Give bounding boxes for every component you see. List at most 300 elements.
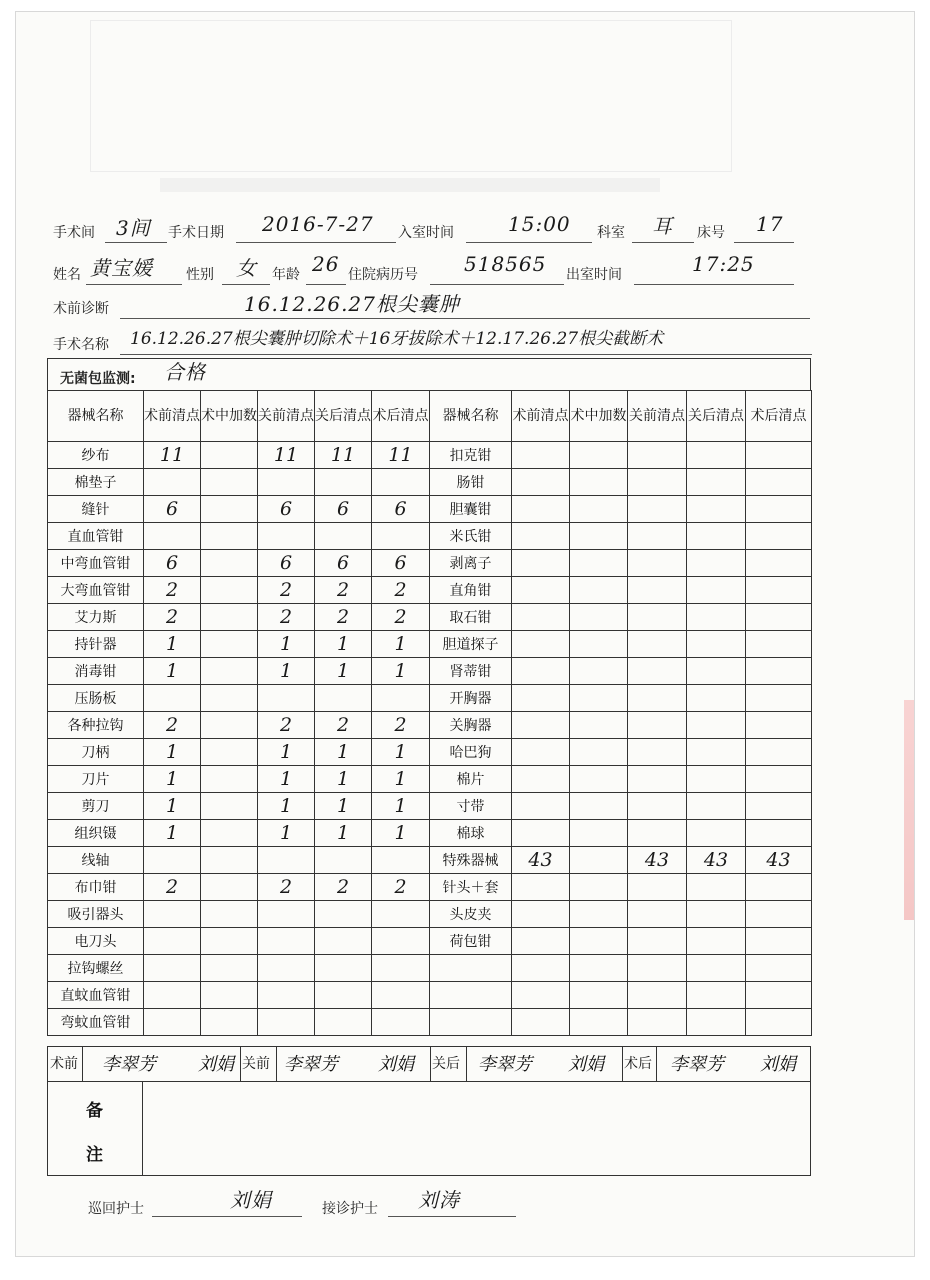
header-cell: 术后清点 [746,391,812,442]
count-cell[interactable] [746,793,812,820]
room-value[interactable]: 3间 [116,216,151,240]
count-cell[interactable] [570,847,628,874]
count-cell[interactable] [201,982,258,1009]
count-cell[interactable] [628,766,687,793]
table-row [48,1009,812,1036]
count-cell[interactable]: 1 [315,631,372,658]
count-cell[interactable]: 1 [372,739,430,766]
sig-close-pre-2[interactable]: 刘娟 [378,1054,414,1075]
count-cell[interactable] [570,928,628,955]
count-cell[interactable] [746,550,812,577]
count-cell[interactable] [570,712,628,739]
count-cell[interactable] [512,955,570,982]
count-cell[interactable] [258,928,315,955]
count-cell[interactable] [628,712,687,739]
count-cell[interactable] [512,577,570,604]
count-cell[interactable] [746,658,812,685]
count-cell[interactable] [570,955,628,982]
count-cell[interactable] [570,604,628,631]
count-cell[interactable] [201,496,258,523]
count-cell[interactable] [512,820,570,847]
count-cell[interactable] [746,577,812,604]
count-cell[interactable] [315,955,372,982]
count-cell[interactable] [258,523,315,550]
count-cell[interactable] [372,928,430,955]
sig-divider [430,1047,431,1081]
count-cell[interactable] [687,928,746,955]
count-cell[interactable] [687,523,746,550]
count-cell[interactable] [570,631,628,658]
count-cell[interactable] [570,1009,628,1036]
count-cell[interactable] [315,685,372,712]
table-row [48,469,812,496]
dept-value[interactable]: 耳 [652,214,673,238]
sig-close-post-2[interactable]: 刘娟 [568,1054,604,1075]
count-cell[interactable] [315,928,372,955]
count-cell[interactable] [746,442,812,469]
count-cell[interactable] [512,685,570,712]
instrument-name-left: 中弯血管钳 [48,550,144,577]
count-cell[interactable] [746,766,812,793]
count-cell[interactable] [628,523,687,550]
count-cell[interactable] [512,874,570,901]
count-cell[interactable] [628,793,687,820]
count-cell[interactable] [570,874,628,901]
count-cell[interactable]: 1 [372,820,430,847]
count-cell[interactable]: 1 [315,820,372,847]
instrument-name-right: 直角钳 [430,577,512,604]
count-cell[interactable] [372,685,430,712]
count-cell[interactable] [201,766,258,793]
sex-label: 性别 [186,267,214,283]
count-cell[interactable] [687,955,746,982]
count-cell[interactable] [258,685,315,712]
count-cell[interactable]: 1 [144,820,201,847]
count-cell[interactable]: 6 [315,550,372,577]
count-cell[interactable]: 2 [372,874,430,901]
sig-post-1[interactable]: 李翠芳 [670,1054,724,1075]
count-cell[interactable]: 1 [144,793,201,820]
count-cell[interactable] [258,982,315,1009]
sig-divider [82,1047,83,1081]
count-cell[interactable] [512,523,570,550]
count-cell[interactable]: 1 [372,793,430,820]
count-cell[interactable] [144,982,201,1009]
count-cell[interactable] [315,523,372,550]
count-cell[interactable] [201,523,258,550]
count-cell[interactable]: 1 [258,658,315,685]
count-cell[interactable] [372,982,430,1009]
instrument-name-right: 肾蒂钳 [430,658,512,685]
count-cell[interactable] [512,631,570,658]
count-cell[interactable] [512,739,570,766]
age-value[interactable]: 26 [312,252,340,276]
count-cell[interactable] [144,901,201,928]
count-cell[interactable] [372,523,430,550]
count-cell[interactable]: 2 [258,577,315,604]
count-cell[interactable]: 2 [258,712,315,739]
count-cell[interactable] [372,901,430,928]
table-row [48,631,812,658]
notes-label-char-2: 注 [86,1145,103,1165]
count-cell[interactable] [570,739,628,766]
count-cell[interactable]: 2 [144,604,201,631]
count-cell[interactable]: 1 [372,658,430,685]
count-cell[interactable]: 6 [144,550,201,577]
count-cell[interactable] [687,874,746,901]
count-cell[interactable] [570,442,628,469]
bed-underline [734,242,794,243]
receiving-nurse-signature[interactable]: 刘涛 [418,1188,460,1212]
count-cell[interactable] [144,1009,201,1036]
header-cell: 器械名称 [48,391,144,442]
count-cell[interactable]: 43 [687,847,746,874]
count-cell[interactable]: 11 [258,442,315,469]
count-cell[interactable]: 6 [315,496,372,523]
instrument-name-left: 棉垫子 [48,469,144,496]
count-cell[interactable] [315,901,372,928]
count-cell[interactable] [687,631,746,658]
entry-time-value[interactable]: 15:00 [508,212,571,236]
count-cell[interactable]: 2 [315,604,372,631]
count-cell[interactable] [746,496,812,523]
date-value[interactable]: 2016-7-27 [262,212,374,236]
count-cell[interactable] [512,658,570,685]
count-cell[interactable]: 2 [315,712,372,739]
count-cell[interactable] [746,1009,812,1036]
count-cell[interactable]: 2 [258,874,315,901]
count-cell[interactable] [687,442,746,469]
instrument-name-right: 头皮夹 [430,901,512,928]
count-cell[interactable]: 1 [315,658,372,685]
diagnosis-value[interactable]: 16.12.26.27根尖囊肿 [244,292,460,316]
count-cell[interactable] [746,712,812,739]
count-cell[interactable]: 1 [144,739,201,766]
count-cell[interactable] [315,1009,372,1036]
count-cell[interactable] [570,523,628,550]
count-cell[interactable] [687,604,746,631]
sig-close-pre-label: 关前 [242,1056,270,1072]
count-cell[interactable] [570,685,628,712]
name-underline [86,284,182,285]
count-cell[interactable]: 43 [746,847,812,874]
count-cell[interactable]: 1 [372,766,430,793]
count-cell[interactable]: 11 [315,442,372,469]
count-cell[interactable] [512,766,570,793]
count-cell[interactable] [570,469,628,496]
count-cell[interactable] [570,982,628,1009]
count-cell[interactable]: 2 [372,577,430,604]
count-cell[interactable] [512,901,570,928]
count-cell[interactable] [512,469,570,496]
count-cell[interactable] [746,523,812,550]
sex-value[interactable]: 女 [236,256,257,280]
count-cell[interactable] [372,1009,430,1036]
count-cell[interactable]: 2 [144,712,201,739]
table-row [48,847,812,874]
instrument-name-right: 剥离子 [430,550,512,577]
count-cell[interactable] [746,604,812,631]
count-cell[interactable] [687,658,746,685]
count-cell[interactable]: 1 [258,631,315,658]
count-cell[interactable]: 2 [372,604,430,631]
count-cell[interactable]: 1 [144,766,201,793]
count-cell[interactable] [201,631,258,658]
count-cell[interactable] [512,1009,570,1036]
count-cell[interactable] [201,901,258,928]
count-cell[interactable] [746,982,812,1009]
table-row [48,604,812,631]
count-cell[interactable] [628,631,687,658]
count-cell[interactable]: 1 [315,739,372,766]
count-cell[interactable]: 1 [315,766,372,793]
count-cell[interactable] [687,793,746,820]
count-cell[interactable] [201,928,258,955]
count-cell[interactable] [315,847,372,874]
count-cell[interactable] [628,550,687,577]
count-cell[interactable]: 2 [315,874,372,901]
count-cell[interactable] [687,982,746,1009]
count-cell[interactable] [201,658,258,685]
count-cell[interactable] [144,847,201,874]
surgery-label: 手术名称 [53,337,109,353]
count-cell[interactable] [687,901,746,928]
diagnosis-underline [120,318,810,319]
instrument-name-left: 剪刀 [48,793,144,820]
count-cell[interactable] [628,685,687,712]
count-cell[interactable]: 1 [258,739,315,766]
count-cell[interactable] [746,631,812,658]
count-cell[interactable] [512,982,570,1009]
count-cell[interactable] [628,901,687,928]
date-underline [236,242,396,243]
count-cell[interactable] [512,496,570,523]
count-cell[interactable] [746,955,812,982]
count-cell[interactable] [144,955,201,982]
count-cell[interactable]: 1 [258,820,315,847]
count-cell[interactable] [687,820,746,847]
count-cell[interactable] [315,982,372,1009]
count-cell[interactable] [570,820,628,847]
count-cell[interactable] [201,685,258,712]
count-cell[interactable] [628,982,687,1009]
count-cell[interactable] [746,901,812,928]
name-label: 姓名 [53,267,81,283]
count-cell[interactable] [628,658,687,685]
count-cell[interactable] [746,739,812,766]
sig-close-pre-1[interactable]: 李翠芳 [284,1054,338,1075]
count-cell[interactable] [201,820,258,847]
count-cell[interactable] [201,793,258,820]
count-cell[interactable] [512,793,570,820]
instrument-name-left: 缝针 [48,496,144,523]
count-cell[interactable]: 2 [258,604,315,631]
count-cell[interactable] [201,550,258,577]
age-underline [306,284,346,285]
count-cell[interactable]: 2 [372,712,430,739]
record-value[interactable]: 518565 [464,252,547,276]
sig-pre-1[interactable]: 李翠芳 [102,1054,156,1075]
count-cell[interactable] [687,577,746,604]
count-cell[interactable] [687,712,746,739]
count-signature-row [47,1046,811,1082]
count-cell[interactable] [628,604,687,631]
count-cell[interactable] [687,685,746,712]
count-cell[interactable] [746,685,812,712]
count-cell[interactable] [746,820,812,847]
count-cell[interactable] [687,496,746,523]
table-row [48,928,812,955]
count-cell[interactable]: 1 [258,766,315,793]
table-row [48,820,812,847]
count-cell[interactable]: 1 [258,793,315,820]
red-stamp-edge [904,700,914,920]
count-cell[interactable]: 6 [144,496,201,523]
count-cell[interactable] [628,928,687,955]
sig-post-label: 术后 [624,1056,652,1072]
count-cell[interactable] [746,874,812,901]
count-cell[interactable] [201,847,258,874]
count-cell[interactable] [687,469,746,496]
count-cell[interactable]: 11 [372,442,430,469]
count-cell[interactable] [144,469,201,496]
count-cell[interactable] [687,739,746,766]
instrument-name-right: 特殊器械 [430,847,512,874]
circulating-nurse-signature[interactable]: 刘娟 [230,1188,272,1212]
count-cell[interactable]: 1 [372,631,430,658]
count-cell[interactable] [258,955,315,982]
count-cell[interactable] [144,685,201,712]
count-cell[interactable]: 2 [144,874,201,901]
table-row [48,577,812,604]
receiving-nurse-underline [388,1216,516,1217]
sig-close-post-1[interactable]: 李翠芳 [478,1054,532,1075]
count-cell[interactable] [372,955,430,982]
count-cell[interactable] [201,1009,258,1036]
header-cell: 术中加数 [201,391,258,442]
header-cell: 关前清点 [628,391,687,442]
table-row [48,739,812,766]
count-cell[interactable]: 1 [144,631,201,658]
count-cell[interactable] [628,955,687,982]
count-cell[interactable] [570,901,628,928]
count-cell[interactable] [315,469,372,496]
count-cell[interactable] [570,496,628,523]
count-cell[interactable] [570,793,628,820]
instrument-name-left: 弯蚊血管钳 [48,1009,144,1036]
count-cell[interactable] [201,577,258,604]
count-cell[interactable] [628,496,687,523]
instrument-name-left: 直血管钳 [48,523,144,550]
count-cell[interactable] [258,847,315,874]
count-cell[interactable]: 6 [372,496,430,523]
count-cell[interactable] [512,604,570,631]
count-cell[interactable]: 43 [512,847,570,874]
count-cell[interactable] [258,901,315,928]
count-cell[interactable] [201,874,258,901]
sterile-value[interactable]: 合格 [164,360,206,384]
count-cell[interactable]: 11 [144,442,201,469]
sig-post-2[interactable]: 刘娟 [760,1054,796,1075]
instrument-name-left: 拉钩螺丝 [48,955,144,982]
count-cell[interactable] [144,928,201,955]
sig-divider [240,1047,241,1081]
bed-value[interactable]: 17 [756,212,784,236]
count-cell[interactable] [570,658,628,685]
sterile-monitor-row [47,358,811,390]
age-label: 年龄 [272,267,300,283]
count-cell[interactable] [372,847,430,874]
instrument-name-left: 持针器 [48,631,144,658]
count-cell[interactable]: 2 [144,577,201,604]
count-cell[interactable] [687,766,746,793]
count-cell[interactable] [746,469,812,496]
count-cell[interactable] [201,604,258,631]
instrument-name-left: 电刀头 [48,928,144,955]
count-cell[interactable] [570,577,628,604]
instrument-name-right: 寸带 [430,793,512,820]
circulating-nurse-label: 巡回护士 [88,1201,144,1217]
count-cell[interactable] [512,928,570,955]
count-cell[interactable]: 6 [258,496,315,523]
name-value[interactable]: 黄宝媛 [90,256,153,280]
count-cell[interactable]: 6 [258,550,315,577]
count-cell[interactable]: 2 [315,577,372,604]
count-cell[interactable] [201,955,258,982]
instrument-name-right: 哈巴狗 [430,739,512,766]
count-cell[interactable] [512,712,570,739]
count-cell[interactable]: 6 [372,550,430,577]
count-cell[interactable] [570,550,628,577]
count-cell[interactable] [512,442,570,469]
count-cell[interactable] [687,1009,746,1036]
sig-divider [466,1047,467,1081]
count-cell[interactable] [628,820,687,847]
record-label: 住院病历号 [348,267,418,283]
exit-time-label: 出室时间 [566,267,622,283]
count-cell[interactable] [628,1009,687,1036]
exit-time-value[interactable]: 17:25 [692,252,755,276]
instrument-name-right: 胆囊钳 [430,496,512,523]
count-cell[interactable] [628,874,687,901]
entry-time-underline [466,242,592,243]
count-cell[interactable] [258,469,315,496]
count-cell[interactable]: 43 [628,847,687,874]
surgery-value[interactable]: 16.12.26.27根尖囊肿切除术＋16牙拔除术＋12.17.26.27根尖截断术 [130,329,664,349]
count-cell[interactable]: 1 [315,793,372,820]
count-cell[interactable] [628,577,687,604]
count-cell[interactable] [144,523,201,550]
count-cell[interactable] [201,712,258,739]
instrument-name-right: 开胸器 [430,685,512,712]
count-cell[interactable] [372,469,430,496]
count-cell[interactable] [628,442,687,469]
count-cell[interactable] [570,766,628,793]
count-cell[interactable] [258,1009,315,1036]
count-cell[interactable] [201,739,258,766]
count-cell[interactable] [201,442,258,469]
count-cell[interactable] [512,550,570,577]
count-cell[interactable] [628,739,687,766]
count-cell[interactable] [201,469,258,496]
count-cell[interactable]: 1 [144,658,201,685]
sig-pre-2[interactable]: 刘娟 [198,1054,234,1075]
table-row [48,550,812,577]
count-cell[interactable] [628,469,687,496]
count-cell[interactable] [746,928,812,955]
bed-label: 床号 [697,225,725,241]
count-cell[interactable] [687,550,746,577]
